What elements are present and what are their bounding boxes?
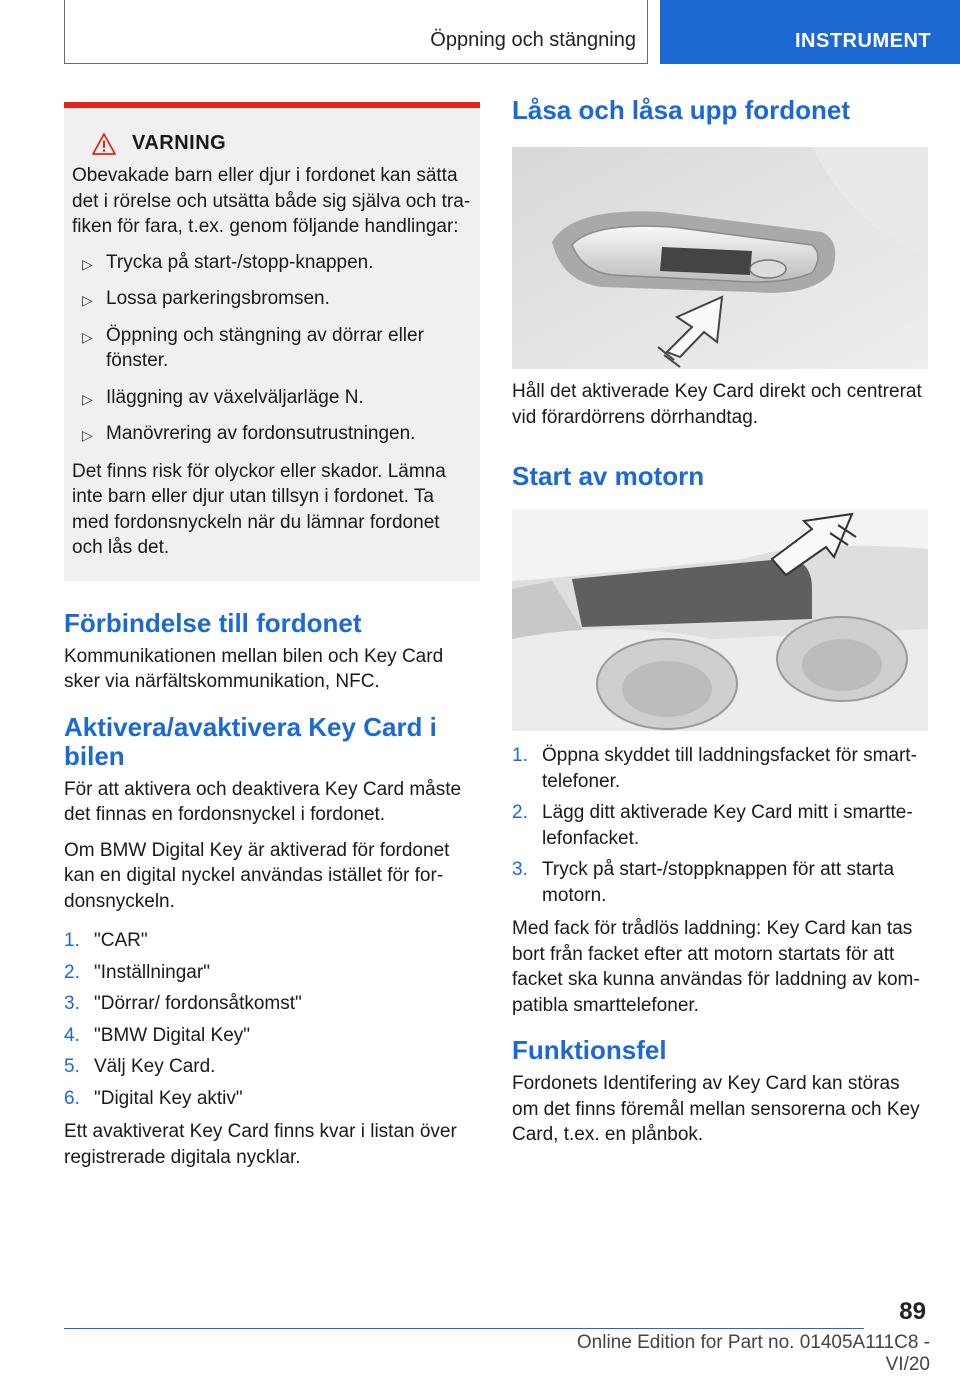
section-text-start: Med fack för trådlös laddning: Key Card kan tas bort från facket efter att motorn startats för att facket ska kunna användas för laddning av kompatibla smarttelefoner. — [512, 918, 920, 1016]
bullet-triangle-icon: ▷ — [82, 328, 93, 345]
charging-tray-illustration — [512, 509, 928, 731]
list-item: ▷ Iläggning av växelväljarläge N. — [72, 385, 472, 411]
list-item: 1. "CAR" — [64, 930, 148, 951]
list-item: 3. "Dörrar/ fordonsåtkomst" — [64, 993, 302, 1014]
bullet-triangle-icon: ▷ — [82, 390, 93, 407]
section-title-lock: Låsa och låsa upp fordonet — [512, 95, 851, 125]
footer-divider — [64, 1328, 864, 1329]
list-item: ▷ Trycka på start-/stopp-knappen. — [72, 250, 472, 276]
section-title-activate: Aktivera/avaktivera Key Card i bilen — [64, 711, 437, 771]
section-text-activate-2: Om BMW Digital Key är aktiverad för fordonet kan en digital nyckel användas istället för fordonsnyckeln. — [64, 839, 450, 912]
warning-list — [72, 250, 472, 447]
warning-intro: Obevakade barn eller djur i fordonet kan sätta det i rörelse och utsätta både sig själva och trafiken för fara, t.ex. genom följande handlingar: — [72, 165, 471, 237]
bullet-triangle-icon: ▷ — [82, 255, 93, 272]
left-column — [64, 102, 480, 1180]
list-item: 1. Öppna skyddet till laddningsfacket för smarttelefoner. — [512, 745, 917, 792]
activate-steps-list — [64, 928, 480, 1111]
list-item: 2. "Inställningar" — [64, 961, 210, 983]
list-item: 5. Välj Key Card. — [64, 1056, 216, 1077]
warning-header — [92, 132, 472, 155]
section-text-activate-closing: Ett avaktiverat Key Card finns kvar i listan över registrerade digitala nycklar. — [64, 1121, 457, 1168]
warning-title: VARNING — [132, 132, 227, 154]
warning-triangle-icon — [92, 133, 116, 155]
door-handle-image — [512, 147, 928, 369]
right-column — [512, 96, 928, 1158]
section-text-lock: Håll det aktiverade Key Card direkt och centrerat vid förardörrens dörrhandtag. — [512, 381, 922, 428]
list-item: ▷ Manövrering av fordonsutrustningen. — [72, 421, 472, 447]
list-item: ▷ Lossa parkeringsbromsen. — [72, 286, 472, 312]
charging-tray-image — [512, 509, 928, 731]
header-section-title: Öppning och stängning — [430, 29, 636, 51]
warning-box — [64, 102, 480, 581]
start-steps-list — [512, 743, 928, 908]
bullet-triangle-icon: ▷ — [82, 427, 93, 443]
section-title-start: Start av motorn — [512, 461, 705, 491]
list-item: ▷ Öppning och stängning av dörrar eller fönster. — [82, 324, 424, 371]
door-handle-illustration — [512, 147, 928, 369]
footer-edition: Online Edition for Part no. 01405A111C8 - VI/20 — [576, 1332, 930, 1375]
list-item: 4. "BMW Digital Key" — [64, 1024, 251, 1046]
list-item: 2. Lägg ditt aktiverade Key Card mitt i smarttelefonfacket. — [512, 802, 913, 849]
section-title-connection: Förbindelse till fordonet — [64, 607, 362, 638]
section-text-fault: Fordonets Identifering av Key Card kan störas om det finns föremål mellan sensorerna och Key Card, t.ex. en plånbok. — [512, 1073, 920, 1145]
list-item: 3. Tryck på start-/stoppknappen för att starta motorn. — [512, 859, 895, 906]
section-title-fault: Funktionsfel — [512, 1035, 667, 1065]
section-text-activate-1: För att aktivera och deaktivera Key Card måste det finnas en fordonsnyckel i fordonet. — [64, 778, 462, 825]
list-item: 6. "Digital Key aktiv" — [64, 1087, 243, 1109]
section-text-connection: Kommunikationen mellan bilen och Key Card sker via närfältskommunikation, NFC. — [64, 645, 444, 692]
page-number: 89 — [899, 1298, 926, 1325]
header-chapter-tab[interactable]: INSTRUMENT — [660, 0, 960, 64]
bullet-triangle-icon: ▷ — [82, 292, 93, 308]
warning-conclusion: Det finns risk för olyckor eller skador. Lämna inte barn eller djur utan tillsyn i fordonet. Ta med fordonsnyckeln när du lämnar fordonet och lås det. — [72, 460, 446, 558]
